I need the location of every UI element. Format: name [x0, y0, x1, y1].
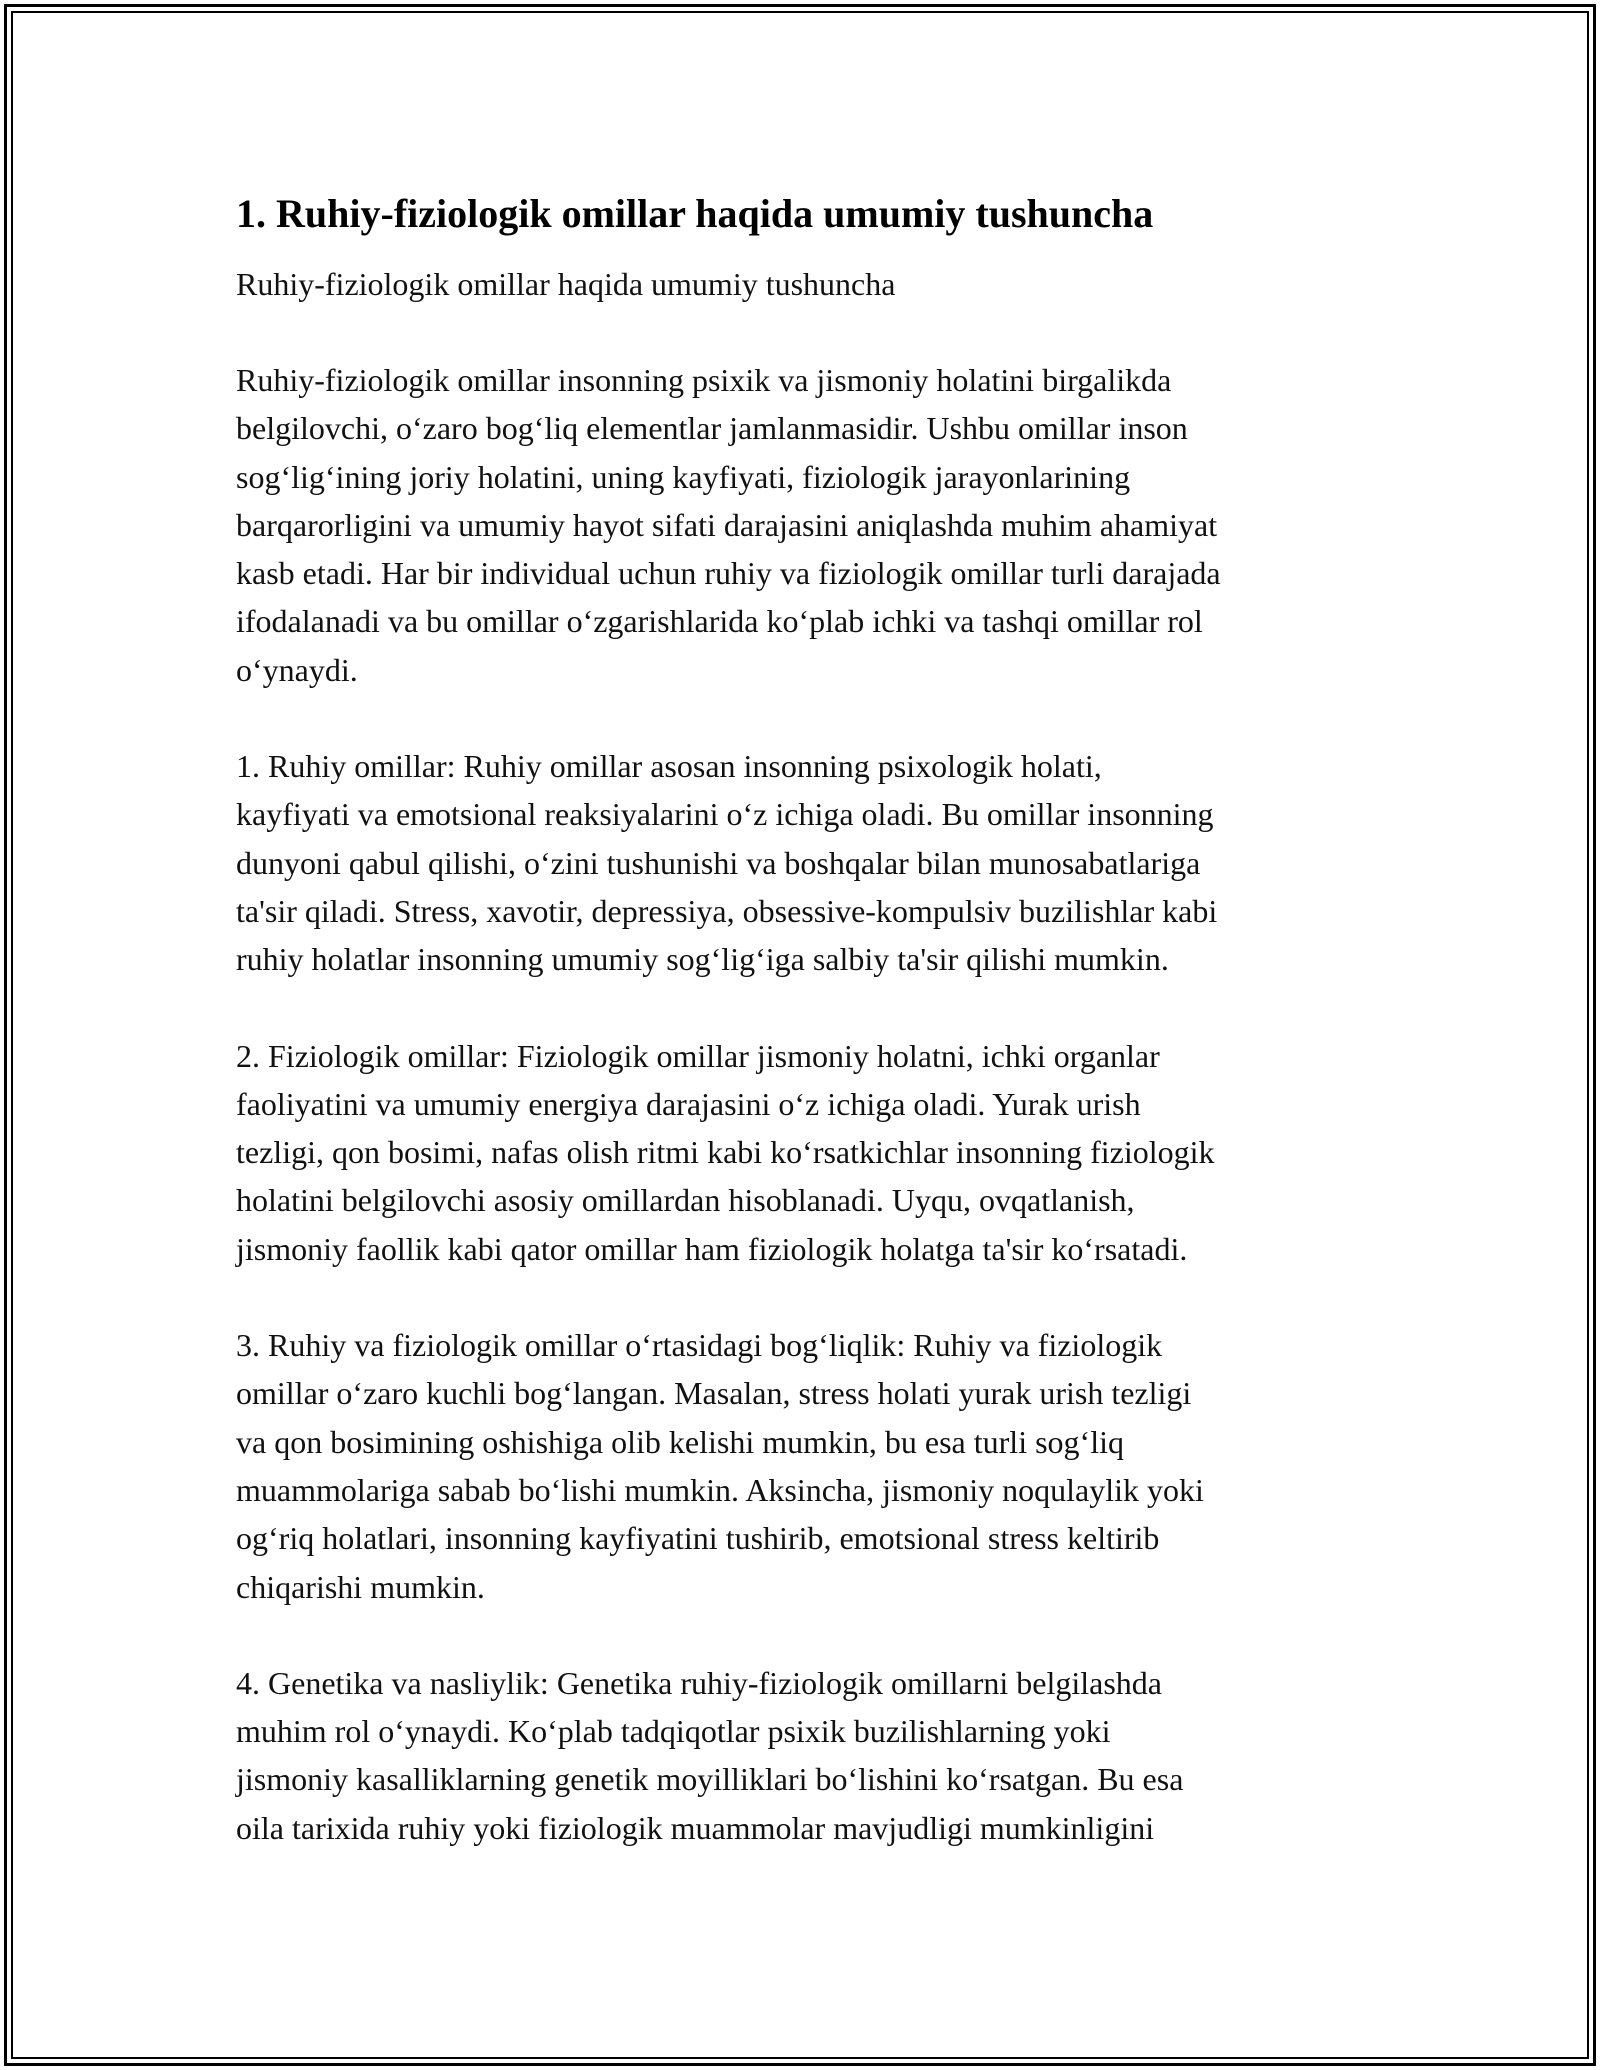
document-subtitle: Ruhiy-fiziologik omillar haqida umumiy tushuncha: [236, 266, 896, 302]
document-body: [236, 184, 1386, 1900]
paragraph-intro: Ruhiy-fiziologik omillar insonning psixik va jismoniy holatini birgalikda belgilovchi, o‘zaro bog‘liq elementlar jamlanmasidir. Ushbu omillar inson sog‘lig‘ining joriy holatini, uning kayfiyati, fiziologik jarayonlarining barqarorligini va umumiy hayot sifati darajasini aniqlashda muhim ahamiyat kasb etadi. Har bir individual uchun ruhiy va fiziologik omillar turli darajada ifodalanadi va bu omillar o‘zgarishlarida ko‘plab ichki va tashqi omillar rol o‘ynaydi.: [236, 362, 1221, 688]
paragraph-relationship: 3. Ruhiy va fiziologik omillar o‘rtasidagi bog‘liqlik: Ruhiy va fiziologik omillar o‘zaro kuchli bog‘langan. Masalan, stress holati yurak urish tezligi va qon bosimining oshishiga olib kelishi mumkin, bu esa turli sog‘liq muammolariga sabab bo‘lishi mumkin. Aksincha, jismoniy noqulaylik yoki og‘riq holatlari, insonning kayfiyatini tushirib, emotsional stress keltirib chiqarishi mumkin.: [236, 1327, 1204, 1605]
paragraph-genetics: 4. Genetika va nasliylik: Genetika ruhiy-fiziologik omillarni belgilashda muhim rol o‘ynaydi. Ko‘plab tadqiqotlar psixik buzilishlarning yoki jismoniy kasalliklarning genetik moyilliklari bo‘lishini ko‘rsatgan. Bu esa oila tarixida ruhiy yoki fiziologik muammolar mavjudligi mumkinligini: [236, 1664, 1184, 1846]
document-title: 1. Ruhiy-fiziologik omillar haqida umumiy tushuncha: [236, 191, 1154, 236]
paragraph-physiological-factors: 2. Fiziologik omillar: Fiziologik omillar jismoniy holatni, ichki organlar faoliyatini va umumiy energiya darajasini o‘z ichiga oladi. Yurak urish tezligi, qon bosimi, nafas olish ritmi kabi ko‘rsatkichlar insonning fiziologik holatini belgilovchi asosiy omillardan hisoblanadi. Uyqu, ovqatlanish, jismoniy faollik kabi qator omillar ham fiziologik holatga ta'sir ko‘rsatadi.: [236, 1037, 1215, 1267]
paragraph-mental-factors: 1. Ruhiy omillar: Ruhiy omillar asosan insonning psixologik holati, kayfiyati va emotsional reaksiyalarini o‘z ichiga oladi. Bu omillar insonning dunyoni qabul qilishi, o‘zini tushunishi va boshqalar bilan munosabatlariga ta'sir qiladi. Stress, xavotir, depressiya, obsessive-kompulsiv buzilishlar kabi ruhiy holatlar insonning umumiy sog‘lig‘iga salbiy ta'sir qilishi mumkin.: [236, 748, 1218, 978]
